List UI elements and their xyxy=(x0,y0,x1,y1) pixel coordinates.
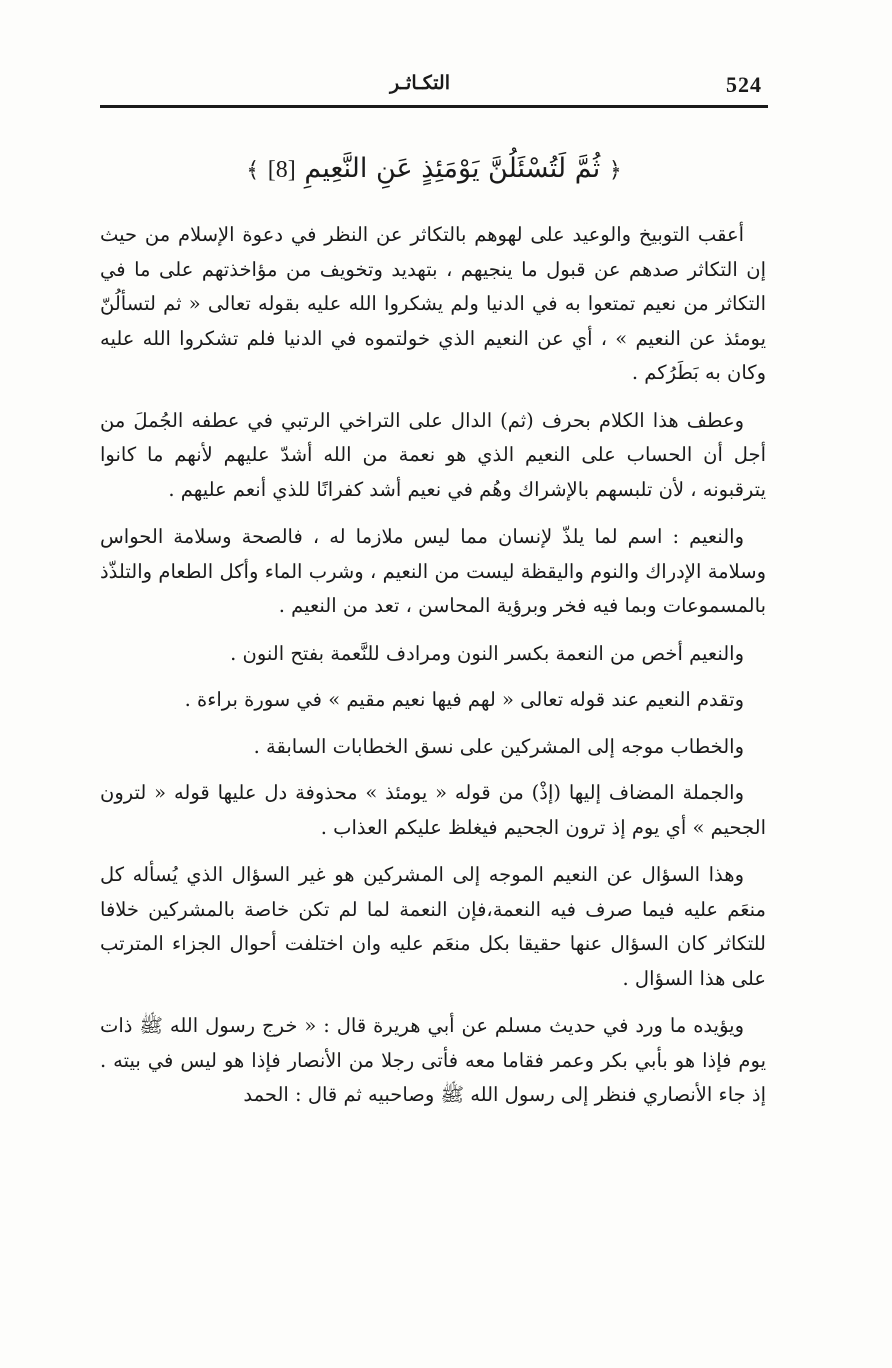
header-rule xyxy=(100,105,768,108)
paragraph: ويؤيده ما ورد في حديث مسلم عن أبي هريرة قال : « خرج رسول الله ﷺ ذات يوم فإذا هو بأبي بكر وعمر فقاما معه فأتى رجلا من الأنصار فإذا هو ليس في بيته . إذ جاء الأنصاري فنظر إلى رسول الله ﷺ وصاحبيه ثم قال : الحمد xyxy=(100,1014,766,1106)
verse-heading xyxy=(100,145,768,195)
paragraph: والنعيم أخص من النعمة بكسر النون ومرادف للنَّعمة بفتح النون . xyxy=(230,641,744,665)
page-number: 524 xyxy=(726,72,762,97)
verse-text: ثُمَّ لَتُسْئَلُنَّ يَوْمَئِذٍ عَنِ النَّعِيمِ xyxy=(304,153,601,184)
paragraph: والخطاب موجه إلى المشركين على نسق الخطابات السابقة . xyxy=(253,734,744,758)
paragraph: والنعيم : اسم لما يلذّ لإنسان مما ليس ملازما له ، فالصحة وسلامة الحواس وسلامة الإدراك والنوم واليقظة ليست من النعيم ، وشرب الماء وأكل الطعام والتلذّذ بالمسموعات وبما فيه فخر وبرؤية المحاسن ، تعد من النعيم . xyxy=(100,525,766,617)
running-title: التكـاثـر xyxy=(390,72,450,94)
paragraph: والجملة المضاف إليها (إذْ) من قوله « يومئذ » محذوفة دل عليها قوله « لترون الجحيم » أي يوم إذ ترون الجحيم فيغلظ عليكم العذاب . xyxy=(100,781,766,839)
page-header xyxy=(100,70,768,110)
paragraph: وهذا السؤال عن النعيم الموجه إلى المشركين هو غير السؤال الذي يُسأله كل منعَم عليه فيما صرف فيه النعمة،فإن النعمة لما لم تكن خاصة بالمشركين خلافا للتكاثر كان السؤال عنها حقيقا بكل منعَم عليه وان اختلفت أحوال الجزاء المترتب على هذا السؤال . xyxy=(100,863,766,990)
paragraph: وعطف هذا الكلام بحرف (ثم) الدال على التراخي الرتبي في عطفه الجُملَ من أجل أن الحساب على النعيم الذي هو نعمة من الله أشدّ عليهم لأنهم ما كانوا يترقبونه ، لأن تلبسهم بالإشراك وهُم في نعيم أشد كفرانًا للذي أنعم عليهم . xyxy=(100,408,766,501)
commentary-body xyxy=(100,218,766,1126)
verse-number: [8] xyxy=(267,157,296,183)
paragraph: أعقب التوبيخ والوعيد على لهوهم بالتكاثر عن النظر في دعوة الإسلام من حيث إن التكاثر صدهم عن قبول ما ينجيهم ، بتهديد وتخويف من مؤاخذتهم على ما في التكاثر من نعيم تمتعوا به في الدنيا ولم يشكروا الله عليه بقوله تعالى « ثم لتسألُنّ يومئذ عن النعيم » ، أي عن النعيم الذي خولتموه في الدنيا فلم تشكروا الله عليه وكان به بَطَرُكم . xyxy=(100,223,766,384)
verse-open-ornament: ﴿ xyxy=(608,158,622,183)
paragraph: وتقدم النعيم عند قوله تعالى « لهم فيها نعيم مقيم » في سورة براءة . xyxy=(184,688,744,711)
verse-close-ornament: ﴾ xyxy=(246,158,260,183)
